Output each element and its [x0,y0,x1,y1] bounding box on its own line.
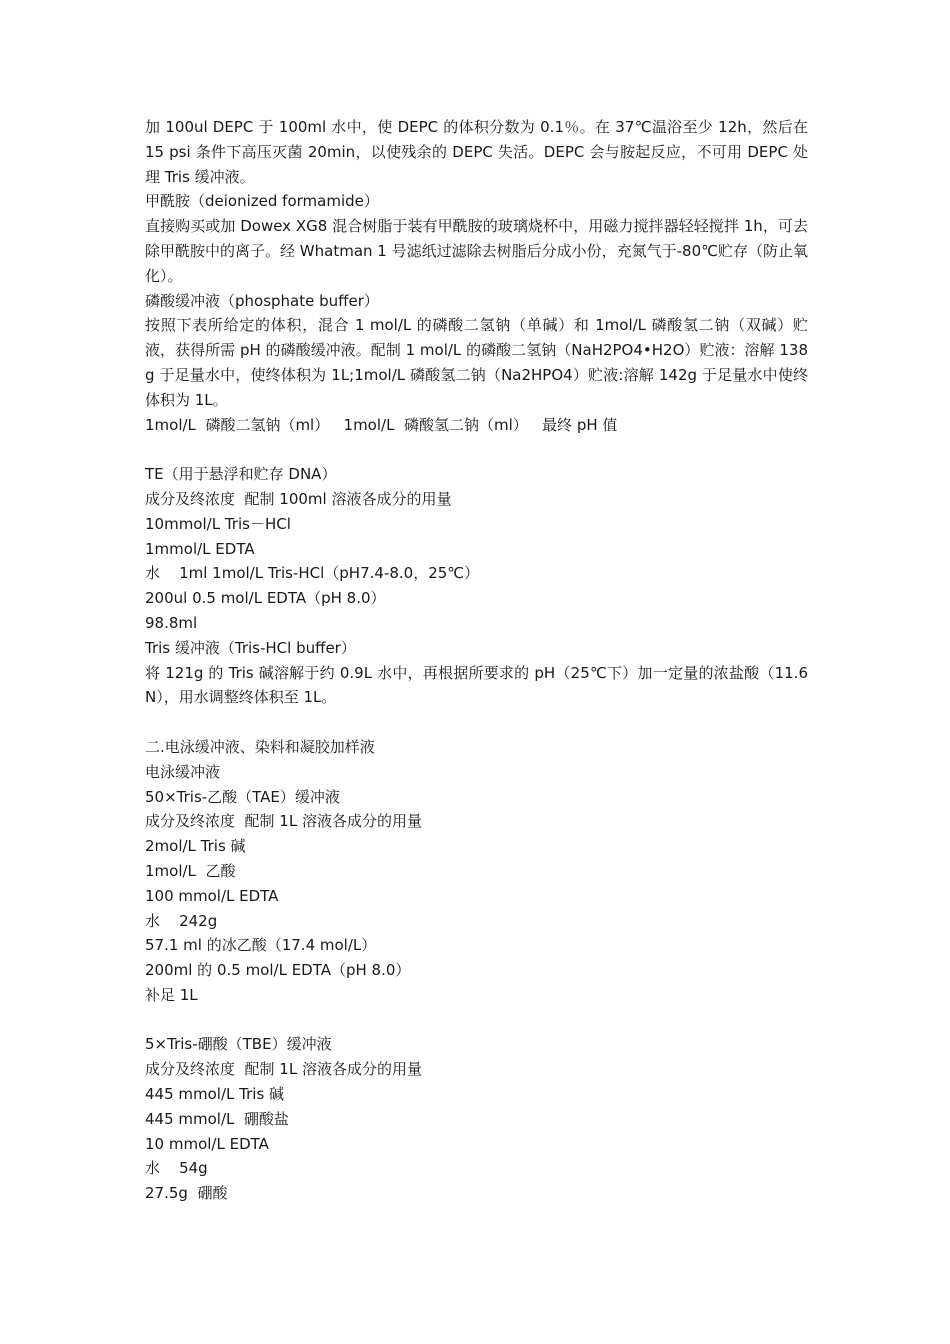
tae-line: 100 mmol/L EDTA [145,886,279,905]
tbe-line: 27.5g 硼酸 [145,1184,228,1203]
formamide-paragraph: 直接购买或加 Dowex XG8 混合树脂于装有甲酰胺的玻璃烧杯中，用磁力搅拌器轻轻搅拌 1h，可去除甲酰胺中的离子。经 Whatman 1 号滤纸过滤除去树脂后分成小份，充氮气于-80℃贮存（防止氧化）。 [145,217,808,285]
te-line: 水 1ml 1mol/L Tris-HCl（pH7.4-8.0，25℃） [145,564,480,583]
tbe-heading: 5×Tris-硼酸（TBE）缓冲液 [145,1035,332,1054]
tbe-line: 水 54g [145,1159,208,1178]
document-page [145,115,808,1206]
section-heading: 二.电泳缓冲液、染料和凝胶加样液 [145,737,375,756]
tbe-line: 10 mmol/L EDTA [145,1134,269,1153]
phosphate-heading: 磷酸缓冲液（phosphate buffer） [145,291,379,310]
tbe-line: 成分及终浓度 配制 1L 溶液各成分的用量 [145,1060,422,1079]
blank-line [145,710,808,735]
te-line: 成分及终浓度 配制 100ml 溶液各成分的用量 [145,489,452,508]
tris-paragraph: 将 121g 的 Tris 碱溶解于约 0.9L 水中，再根据所要求的 pH（25℃下）加一定量的浓盐酸（11.6N），用水调整终体积至 1L。 [145,663,808,707]
te-line: 1mmol/L EDTA [145,539,255,558]
formamide-heading: 甲酰胺（deionized formamide） [145,192,379,211]
tae-line: 成分及终浓度 配制 1L 溶液各成分的用量 [145,812,422,831]
depc-paragraph: 加 100ul DEPC 于 100ml 水中，使 DEPC 的体积分数为 0.1％。在 37℃温浴至少 12h，然后在 15 psi 条件下高压灭菌 20min，以使残余的 DEPC 失活。DEPC 会与胺起反应，不可用 DEPC 处理 Tris 缓冲液。 [145,118,808,186]
te-line: 10mmol/L Tris－HCl [145,514,291,533]
tbe-line: 445 mmol/L 硼酸盐 [145,1109,289,1128]
tris-heading: Tris 缓冲液（Tris-HCl buffer） [145,638,356,657]
phosphate-table-header: 1mol/L 磷酸二氢钠（ml） 1mol/L 磷酸氢二钠（ml） 最终 pH 值 [145,415,618,434]
blank-line [145,437,808,462]
blank-line [145,1008,808,1033]
tbe-line: 445 mmol/L Tris 碱 [145,1085,285,1104]
tae-heading: 50×Tris-乙酸（TAE）缓冲液 [145,787,340,806]
tae-line: 1mol/L 乙酸 [145,861,236,880]
tae-line: 2mol/L Tris 碱 [145,837,246,856]
tae-line: 补足 1L [145,985,198,1004]
tae-line: 57.1 ml 的冰乙酸（17.4 mol/L） [145,936,377,955]
te-line: 200ul 0.5 mol/L EDTA（pH 8.0） [145,589,386,608]
te-heading: TE（用于悬浮和贮存 DNA） [145,465,337,484]
phosphate-paragraph: 按照下表所给定的体积，混合 1 mol/L 的磷酸二氢钠（单碱）和 1mol/L 磷酸氢二钠（双碱）贮液，获得所需 pH 的磷酸缓冲液。配制 1 mol/L 的磷酸二氢钠（NaH2PO4•H2O）贮液：溶解 138g 于足量水中，使终体积为 1L;1mol/L 磷酸氢二钠（Na2HPO4）贮液:溶解 142g 于足量水中使终体积为 1L。 [145,316,808,409]
te-line: 98.8ml [145,613,198,632]
tae-line: 200ml 的 0.5 mol/L EDTA（pH 8.0） [145,961,411,980]
section-subheading: 电泳缓冲液 [145,762,221,781]
tae-line: 水 242g [145,911,218,930]
